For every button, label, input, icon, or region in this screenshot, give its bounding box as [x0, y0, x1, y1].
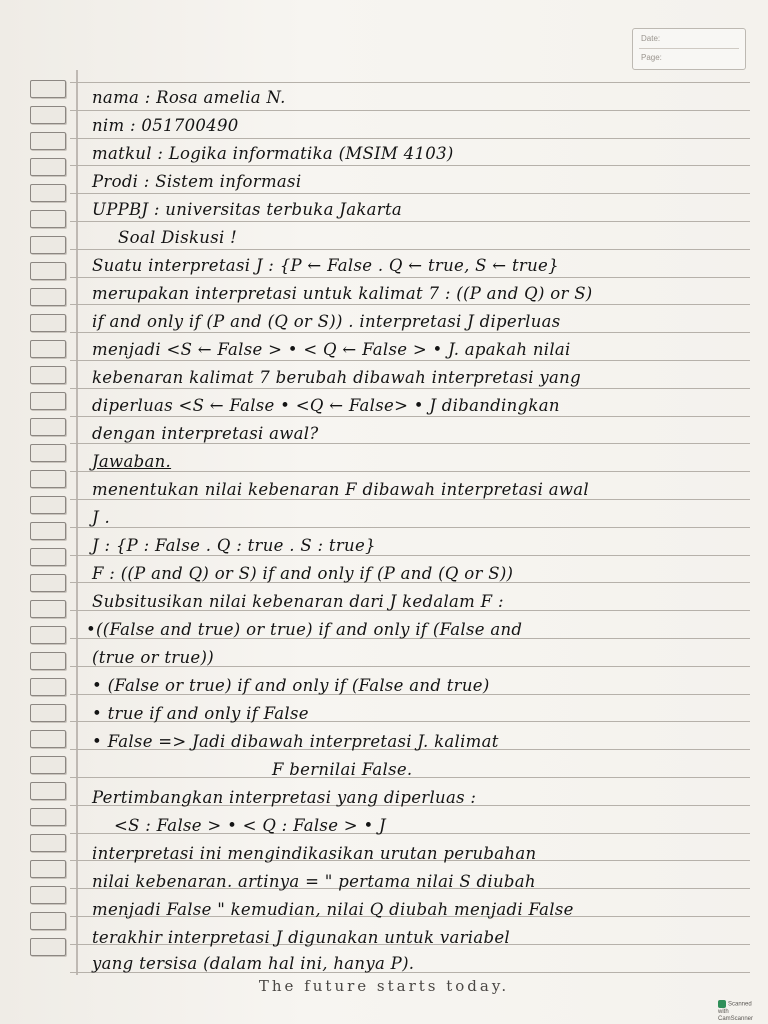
text-line: kebenaran kalimat 7 berubah dibawah interpretasi yang [92, 368, 581, 387]
binder-tab [30, 730, 66, 748]
margin-line [76, 70, 78, 975]
text-line: menjadi False " kemudian, nilai Q diubah menjadi False [92, 900, 574, 919]
text-line: terakhir interpretasi J digunakan untuk variabel [92, 928, 510, 947]
binder-tab [30, 574, 66, 592]
binder-tab [30, 418, 66, 436]
text-line: nim : 051700490 [92, 116, 239, 135]
ruled-line [70, 82, 750, 83]
binder-tab [30, 132, 66, 150]
text-line: •((False and true) or true) if and only if (False and [86, 620, 523, 639]
text-line: F : ((P and Q) or S) if and only if (P and (Q or S)) [92, 564, 514, 583]
binder-tab [30, 80, 66, 98]
date-label: Date: [639, 30, 739, 49]
binder-tab [30, 808, 66, 826]
ruled-line [70, 165, 750, 166]
binder-tab [30, 756, 66, 774]
ruled-line [70, 138, 750, 139]
binder-tab [30, 262, 66, 280]
binder-tab [30, 288, 66, 306]
binder-tab [30, 470, 66, 488]
date-page-box [632, 28, 746, 70]
binder-tab [30, 340, 66, 358]
camscanner-icon [718, 1000, 726, 1008]
ruled-line [70, 193, 750, 194]
binder-tab [30, 860, 66, 878]
text-line: diperluas <S ← False • <Q ← False> • J dibandingkan [92, 396, 560, 415]
binder-tab [30, 158, 66, 176]
ruled-line [70, 416, 750, 417]
ruled-line [70, 471, 750, 472]
text-line: Subsitusikan nilai kebenaran dari J kedalam F : [92, 592, 504, 611]
binder-tab [30, 496, 66, 514]
text-line: nama : Rosa amelia N. [92, 88, 286, 107]
text-line: F bernilai False. [272, 760, 413, 779]
text-line: interpretasi ini mengindikasikan urutan perubahan [92, 844, 537, 863]
binder-tab [30, 834, 66, 852]
text-line: matkul : Logika informatika (MSIM 4103) [92, 144, 454, 163]
binder-tab [30, 314, 66, 332]
binder-tab [30, 678, 66, 696]
text-line: yang tersisa (dalam hal ini, hanya P). [92, 954, 415, 973]
ruled-line [70, 304, 750, 305]
text-line: merupakan interpretasi untuk kalimat 7 : ((P and Q) or S) [92, 284, 593, 303]
text-line: Pertimbangkan interpretasi yang diperluas : [92, 788, 477, 807]
binder-tab [30, 782, 66, 800]
binder-tab [30, 548, 66, 566]
text-line: • (False or true) if and only if (False and true) [92, 676, 490, 695]
binder-tab [30, 522, 66, 540]
ruled-line [70, 249, 750, 250]
scanner-watermark [718, 1000, 760, 1022]
scanner-label: Scanned with CamScanner [718, 1001, 754, 1022]
binder-tab [30, 704, 66, 722]
text-line: Suatu interpretasi J : {P ← False . Q ← true, S ← true} [92, 256, 559, 275]
text-line: dengan interpretasi awal? [92, 424, 319, 443]
text-line: Soal Diskusi ! [118, 228, 238, 247]
text-line-jawaban: Jawaban. [92, 452, 172, 471]
binder-tab [30, 392, 66, 410]
ruled-line [70, 110, 750, 111]
text-line: menjadi <S ← False > • < Q ← False > • J. apakah nilai [92, 340, 571, 359]
binder-tab [30, 938, 66, 956]
binder-tab [30, 652, 66, 670]
binder-tab [30, 600, 66, 618]
text-line: UPPBJ : universitas terbuka Jakarta [92, 200, 403, 219]
text-line: menentukan nilai kebenaran F dibawah interpretasi awal [92, 480, 589, 499]
text-line: if and only if (P and (Q or S)) . interpretasi J diperluas [92, 312, 561, 331]
text-line: J . [92, 508, 111, 527]
ruled-line [70, 499, 750, 500]
binder-tabs [30, 70, 70, 980]
binder-tab [30, 236, 66, 254]
footer-slogan: The future starts today. [258, 977, 510, 995]
binder-tab [30, 106, 66, 124]
page-label: Page: [641, 53, 662, 62]
text-line: • False => Jadi dibawah interpretasi J. kalimat [92, 732, 499, 751]
ruled-line [70, 527, 750, 528]
ruled-line [70, 360, 750, 361]
binder-tab [30, 912, 66, 930]
binder-tab [30, 444, 66, 462]
text-line: nilai kebenaran. artinya = " pertama nilai S diubah [92, 872, 536, 891]
binder-tab [30, 886, 66, 904]
text-line: • true if and only if False [92, 704, 309, 723]
text-line: (true or true)) [92, 648, 214, 667]
text-line: J : {P : False . Q : true . S : true} [92, 536, 376, 555]
binder-tab [30, 184, 66, 202]
ruled-line [70, 221, 750, 222]
ruled-line [70, 388, 750, 389]
binder-tab [30, 626, 66, 644]
binder-tab [30, 210, 66, 228]
text-line: Prodi : Sistem informasi [92, 172, 302, 191]
binder-tab [30, 366, 66, 384]
ruled-line [70, 332, 750, 333]
ruled-line [70, 443, 750, 444]
text-line: <S : False > • < Q : False > • J [114, 816, 386, 835]
ruled-line [70, 277, 750, 278]
ruled-line [70, 555, 750, 556]
